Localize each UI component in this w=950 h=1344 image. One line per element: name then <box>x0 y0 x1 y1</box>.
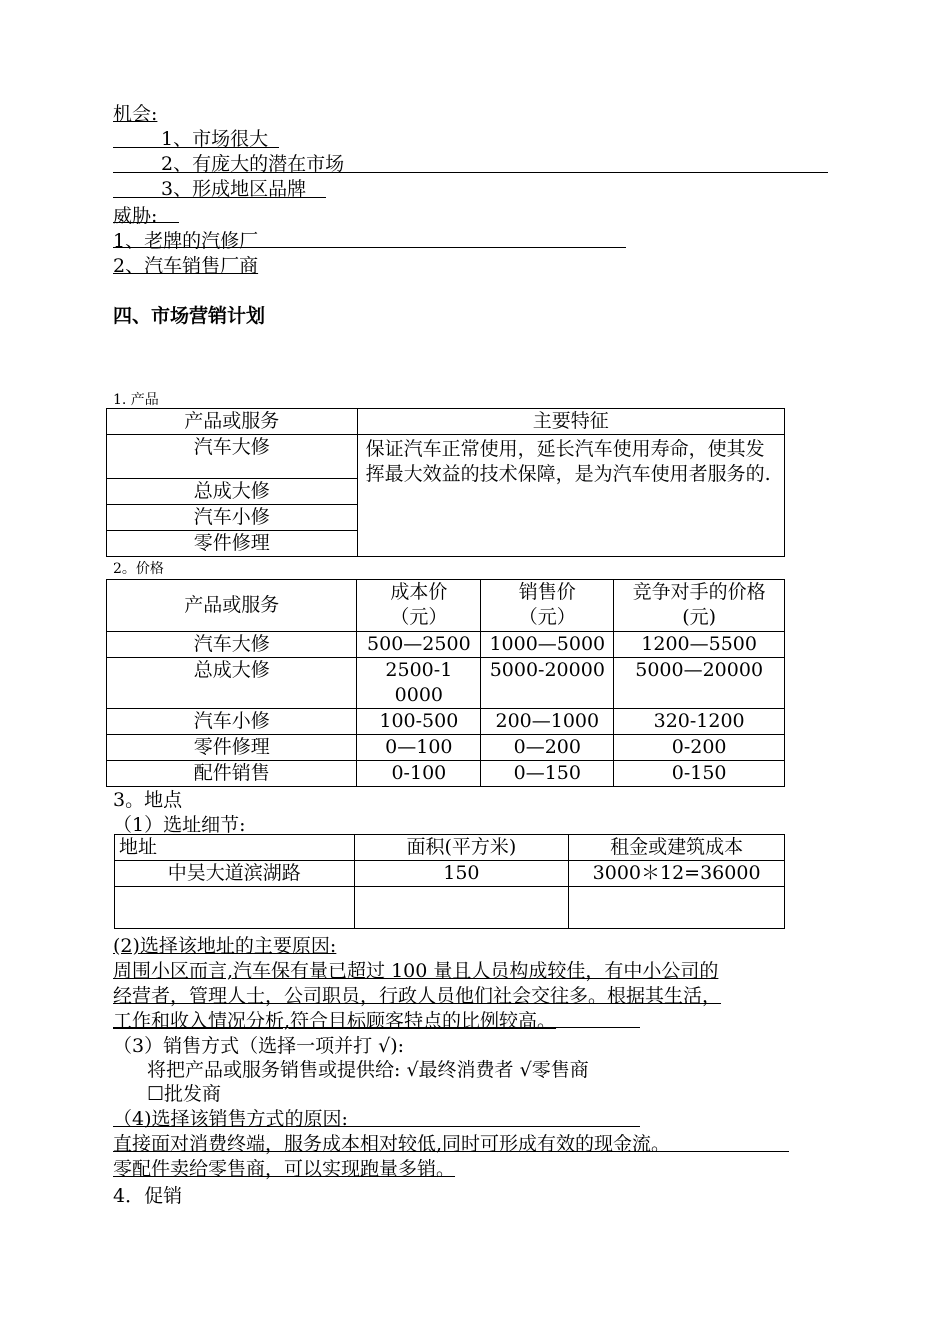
place-table <box>114 834 785 929</box>
threats-heading: 威胁: <box>113 205 158 227</box>
price-cell: 0—200 <box>481 735 614 761</box>
price-cell: 0—100 <box>357 735 481 761</box>
place-header: 地址 <box>115 835 355 861</box>
price-label: 2。价格 <box>113 561 164 577</box>
reason-heading: (2)选择该地址的主要原因: <box>113 935 337 957</box>
promotion-label: 4．促销 <box>113 1185 183 1207</box>
reason-line: 周围小区而言,汽车保有量已超过 100 量且人员构成较佳，有中小公司的 <box>113 960 719 982</box>
price-cell: 零件修理 <box>107 735 357 761</box>
price-cell: 2500-10000 <box>357 658 481 709</box>
underline-rule <box>113 1151 789 1152</box>
sales-method-line: 将把产品或服务销售或提供给: √最终消费者 √零售商 <box>147 1059 589 1081</box>
product-row: 总成大修 <box>107 479 358 505</box>
price-cell: 5000-20000 <box>481 658 614 709</box>
place-label: 3。地点 <box>113 789 183 811</box>
sales-method-heading: （3）销售方式（选择一项并打 √): <box>113 1035 405 1057</box>
price-cell: 0-100 <box>357 761 481 787</box>
price-cell: 汽车小修 <box>107 709 357 735</box>
threat-item: 2、汽车销售厂商 <box>113 255 259 277</box>
place-cell: 150 <box>354 861 569 887</box>
price-cell: 5000—20000 <box>614 658 785 709</box>
price-header: 成本价（元） <box>357 580 481 632</box>
place-cell: 中吴大道滨湖路 <box>115 861 355 887</box>
threat-item: 1、老牌的汽修厂 <box>113 230 259 252</box>
opportunities-heading: 机会: <box>113 103 158 125</box>
place-empty-cell <box>354 887 569 929</box>
price-cell: 100-500 <box>357 709 481 735</box>
why-line: 直接面对消费终端，服务成本相对较低,同时可形成有效的现金流。 <box>113 1133 671 1155</box>
price-cell: 320-1200 <box>614 709 785 735</box>
price-cell: 1200—5500 <box>614 632 785 658</box>
price-cell: 1000—5000 <box>481 632 614 658</box>
price-cell: 总成大修 <box>107 658 357 709</box>
product-header-feature: 主要特征 <box>357 409 784 435</box>
place-header: 面积(平方米) <box>354 835 569 861</box>
price-cell: 500—2500 <box>357 632 481 658</box>
price-table <box>106 579 785 787</box>
price-cell: 0-200 <box>614 735 785 761</box>
why-line: 零配件卖给零售商，可以实现跑量多销。 <box>113 1158 456 1180</box>
section-title: 四、市场营销计划 <box>113 305 266 327</box>
price-cell: 0—150 <box>481 761 614 787</box>
why-heading: （4)选择该销售方式的原因: <box>113 1108 348 1130</box>
place-subheading: （1）选址细节: <box>113 814 246 836</box>
product-table <box>106 408 785 557</box>
place-empty-cell <box>569 887 785 929</box>
price-cell: 0-150 <box>614 761 785 787</box>
place-empty-cell <box>115 887 355 929</box>
underline-rule <box>113 1027 640 1028</box>
place-header: 租金或建筑成本 <box>569 835 785 861</box>
reason-line: 经营者，管理人士，公司职员，行政人员他们社会交往多。根据其生活， <box>113 985 722 1007</box>
product-label: 1. 产品 <box>113 392 159 408</box>
underline-rule <box>113 247 626 248</box>
sales-method-line: ☐批发商 <box>147 1083 222 1105</box>
price-header: 竞争对手的价格(元) <box>614 580 785 632</box>
price-header: 销售价（元） <box>481 580 614 632</box>
price-cell: 配件销售 <box>107 761 357 787</box>
price-cell: 汽车大修 <box>107 632 357 658</box>
product-row: 汽车小修 <box>107 505 358 531</box>
opportunity-item: 3、形成地区品牌 <box>161 178 307 200</box>
underline-rule <box>113 1126 640 1127</box>
product-row: 零件修理 <box>107 531 358 557</box>
product-row: 汽车大修 <box>107 435 358 479</box>
place-cell: 3000＊12=36000 <box>569 861 785 887</box>
product-header-service: 产品或服务 <box>107 409 358 435</box>
opportunity-item: 1、市场很大 <box>161 128 269 150</box>
reason-line: 工作和收入情况分析,符合目标顾客特点的比例较高。 <box>113 1010 557 1032</box>
price-header: 产品或服务 <box>107 580 357 632</box>
price-cell: 200—1000 <box>481 709 614 735</box>
product-feature: 保证汽车正常使用，延长汽车使用寿命，使其发挥最大效益的技术保障，是为汽车使用者服务的. <box>357 435 784 557</box>
opportunity-item: 2、有庞大的潜在市场 <box>161 153 345 175</box>
underline-rule <box>113 222 179 223</box>
